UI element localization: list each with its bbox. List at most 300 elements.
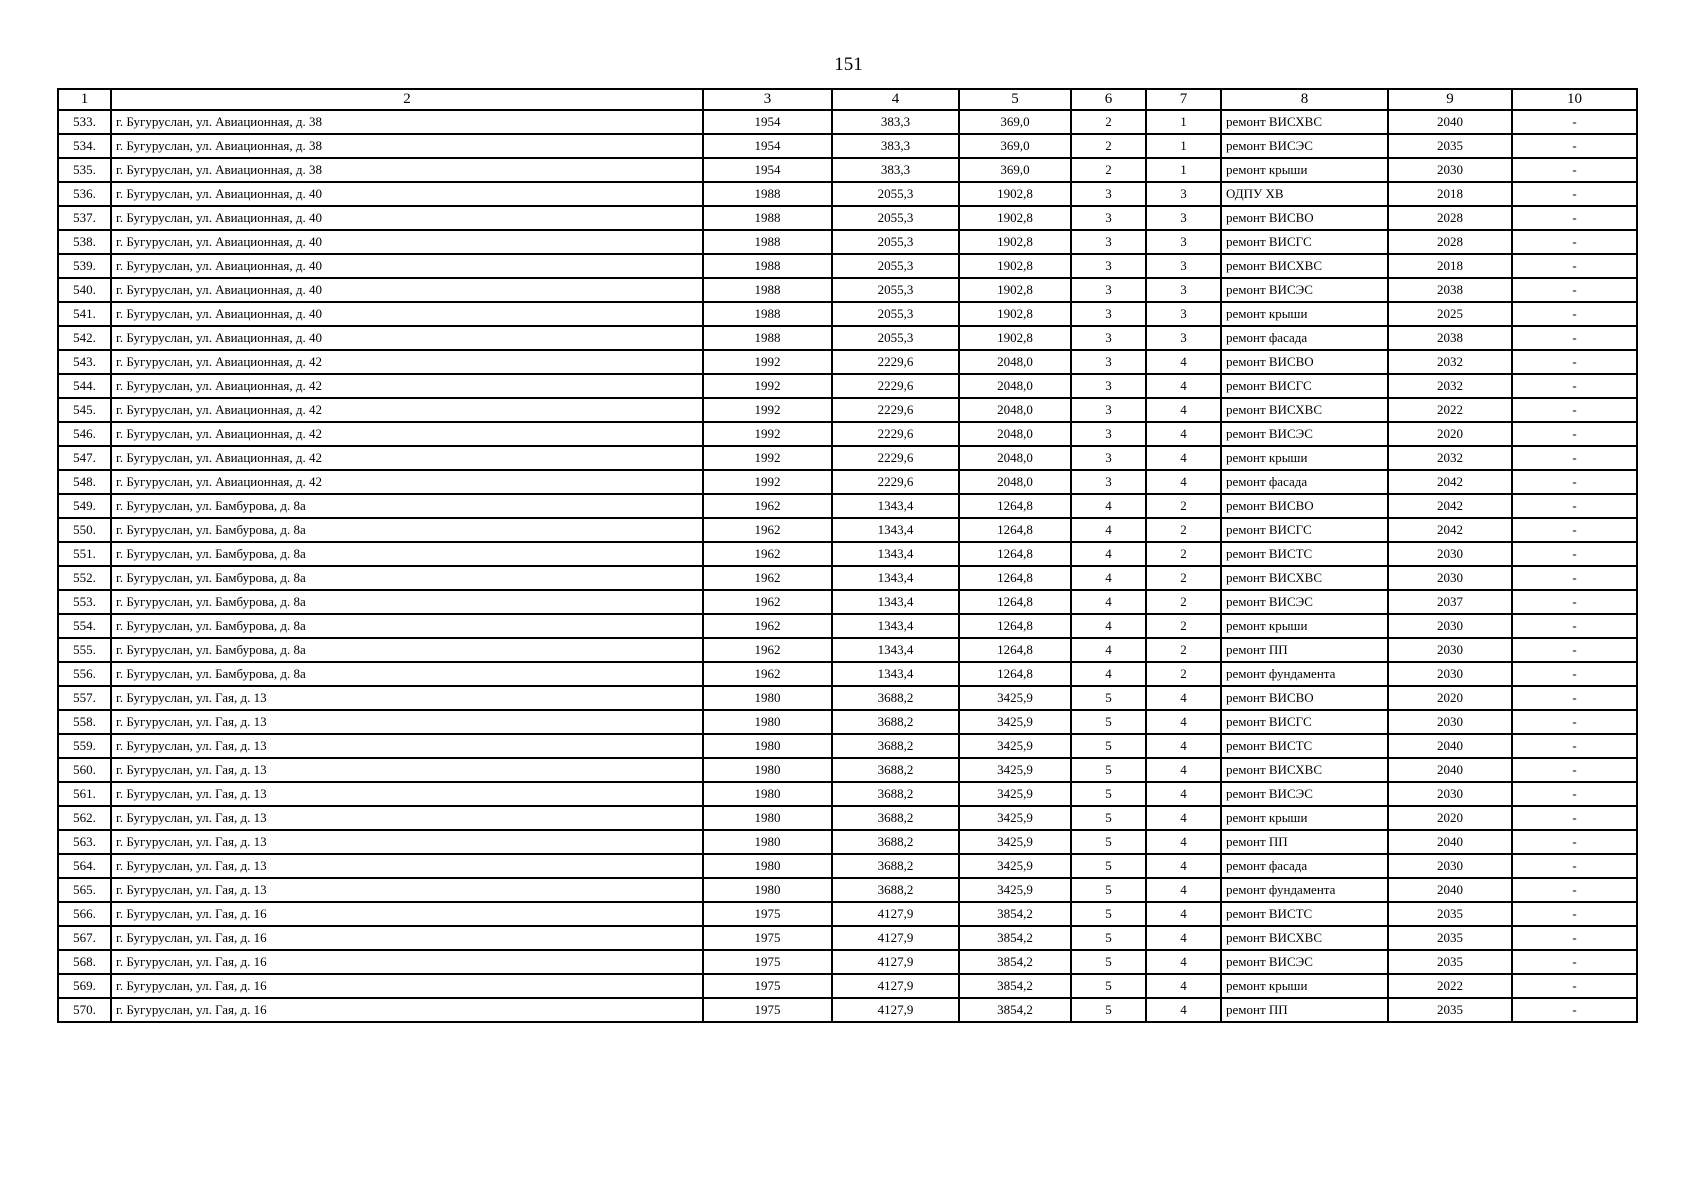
note-cell: - [1512, 638, 1637, 662]
living-area-cell: 369,0 [959, 110, 1071, 134]
address-cell: г. Бугуруслан, ул. Авиационная, д. 38 [111, 110, 703, 134]
living-area-cell: 2048,0 [959, 470, 1071, 494]
entrances-cell: 1 [1146, 158, 1221, 182]
entrances-cell: 2 [1146, 542, 1221, 566]
planned-year-cell: 2030 [1388, 542, 1512, 566]
total-area-cell: 2055,3 [832, 326, 959, 350]
work-type-cell: ремонт ВИСГС [1221, 374, 1388, 398]
year-cell: 1954 [703, 110, 832, 134]
work-type-cell: ремонт ВИСХВС [1221, 398, 1388, 422]
table-row [58, 830, 1637, 854]
floors-cell: 5 [1071, 734, 1146, 758]
living-area-cell: 1902,8 [959, 302, 1071, 326]
row-number-cell: 556. [58, 662, 111, 686]
entrances-cell: 4 [1146, 950, 1221, 974]
address-cell: г. Бугуруслан, ул. Бамбурова, д. 8а [111, 494, 703, 518]
planned-year-cell: 2035 [1388, 950, 1512, 974]
row-number-cell: 540. [58, 278, 111, 302]
row-number-cell: 558. [58, 710, 111, 734]
planned-year-cell: 2022 [1388, 398, 1512, 422]
floors-cell: 5 [1071, 998, 1146, 1022]
work-type-cell: ремонт ВИСГС [1221, 518, 1388, 542]
entrances-cell: 2 [1146, 662, 1221, 686]
entrances-cell: 4 [1146, 830, 1221, 854]
address-cell: г. Бугуруслан, ул. Бамбурова, д. 8а [111, 614, 703, 638]
planned-year-cell: 2042 [1388, 494, 1512, 518]
row-number-cell: 547. [58, 446, 111, 470]
row-number-cell: 536. [58, 182, 111, 206]
total-area-cell: 2055,3 [832, 182, 959, 206]
living-area-cell: 3854,2 [959, 974, 1071, 998]
living-area-cell: 369,0 [959, 158, 1071, 182]
year-cell: 1988 [703, 182, 832, 206]
table-row [58, 470, 1637, 494]
repair-program-table [57, 88, 1638, 1023]
address-cell: г. Бугуруслан, ул. Гая, д. 13 [111, 782, 703, 806]
total-area-cell: 1343,4 [832, 518, 959, 542]
floors-cell: 5 [1071, 878, 1146, 902]
floors-cell: 5 [1071, 758, 1146, 782]
address-cell: г. Бугуруслан, ул. Бамбурова, д. 8а [111, 590, 703, 614]
row-number-cell: 541. [58, 302, 111, 326]
work-type-cell: ремонт крыши [1221, 158, 1388, 182]
planned-year-cell: 2032 [1388, 350, 1512, 374]
total-area-cell: 2055,3 [832, 230, 959, 254]
total-area-cell: 2055,3 [832, 254, 959, 278]
total-area-cell: 2055,3 [832, 206, 959, 230]
note-cell: - [1512, 278, 1637, 302]
note-cell: - [1512, 566, 1637, 590]
entrances-cell: 3 [1146, 278, 1221, 302]
living-area-cell: 1902,8 [959, 230, 1071, 254]
work-type-cell: ремонт ВИСТС [1221, 542, 1388, 566]
total-area-cell: 2229,6 [832, 470, 959, 494]
total-area-cell: 1343,4 [832, 590, 959, 614]
address-cell: г. Бугуруслан, ул. Авиационная, д. 42 [111, 470, 703, 494]
entrances-cell: 4 [1146, 470, 1221, 494]
year-cell: 1988 [703, 326, 832, 350]
address-cell: г. Бугуруслан, ул. Гая, д. 16 [111, 998, 703, 1022]
living-area-cell: 3854,2 [959, 902, 1071, 926]
row-number-cell: 560. [58, 758, 111, 782]
entrances-cell: 2 [1146, 590, 1221, 614]
note-cell: - [1512, 926, 1637, 950]
note-cell: - [1512, 806, 1637, 830]
floors-cell: 5 [1071, 686, 1146, 710]
work-type-cell: ремонт ВИСВО [1221, 686, 1388, 710]
living-area-cell: 1902,8 [959, 326, 1071, 350]
floors-cell: 4 [1071, 590, 1146, 614]
year-cell: 1992 [703, 398, 832, 422]
address-cell: г. Бугуруслан, ул. Авиационная, д. 38 [111, 134, 703, 158]
work-type-cell: ремонт ВИСХВС [1221, 926, 1388, 950]
floors-cell: 4 [1071, 614, 1146, 638]
floors-cell: 4 [1071, 566, 1146, 590]
work-type-cell: ремонт ВИСЭС [1221, 278, 1388, 302]
total-area-cell: 2055,3 [832, 302, 959, 326]
work-type-cell: ремонт ПП [1221, 638, 1388, 662]
total-area-cell: 383,3 [832, 134, 959, 158]
work-type-cell: ремонт ВИСХВС [1221, 254, 1388, 278]
address-cell: г. Бугуруслан, ул. Гая, д. 13 [111, 686, 703, 710]
note-cell: - [1512, 398, 1637, 422]
work-type-cell: ремонт ПП [1221, 830, 1388, 854]
work-type-cell: ремонт ВИСТС [1221, 734, 1388, 758]
note-cell: - [1512, 302, 1637, 326]
address-cell: г. Бугуруслан, ул. Гая, д. 13 [111, 734, 703, 758]
table-row [58, 374, 1637, 398]
note-cell: - [1512, 254, 1637, 278]
table-row [58, 782, 1637, 806]
living-area-cell: 2048,0 [959, 350, 1071, 374]
table-row [58, 926, 1637, 950]
row-number-cell: 559. [58, 734, 111, 758]
living-area-cell: 1902,8 [959, 182, 1071, 206]
header-cell: 7 [1146, 89, 1221, 110]
living-area-cell: 3425,9 [959, 830, 1071, 854]
table-row [58, 494, 1637, 518]
row-number-cell: 542. [58, 326, 111, 350]
address-cell: г. Бугуруслан, ул. Гая, д. 16 [111, 950, 703, 974]
living-area-cell: 3854,2 [959, 998, 1071, 1022]
address-cell: г. Бугуруслан, ул. Гая, д. 16 [111, 926, 703, 950]
total-area-cell: 2229,6 [832, 350, 959, 374]
total-area-cell: 2229,6 [832, 374, 959, 398]
work-type-cell: ремонт крыши [1221, 974, 1388, 998]
entrances-cell: 4 [1146, 998, 1221, 1022]
total-area-cell: 2229,6 [832, 446, 959, 470]
note-cell: - [1512, 782, 1637, 806]
floors-cell: 3 [1071, 278, 1146, 302]
work-type-cell: ремонт крыши [1221, 806, 1388, 830]
table-row [58, 518, 1637, 542]
entrances-cell: 4 [1146, 878, 1221, 902]
year-cell: 1962 [703, 542, 832, 566]
floors-cell: 3 [1071, 326, 1146, 350]
planned-year-cell: 2030 [1388, 662, 1512, 686]
floors-cell: 2 [1071, 134, 1146, 158]
header-row [58, 89, 1637, 110]
floors-cell: 2 [1071, 110, 1146, 134]
row-number-cell: 544. [58, 374, 111, 398]
year-cell: 1962 [703, 614, 832, 638]
floors-cell: 5 [1071, 806, 1146, 830]
note-cell: - [1512, 230, 1637, 254]
total-area-cell: 4127,9 [832, 902, 959, 926]
entrances-cell: 4 [1146, 422, 1221, 446]
note-cell: - [1512, 542, 1637, 566]
entrances-cell: 2 [1146, 494, 1221, 518]
floors-cell: 3 [1071, 230, 1146, 254]
note-cell: - [1512, 590, 1637, 614]
living-area-cell: 1264,8 [959, 614, 1071, 638]
planned-year-cell: 2030 [1388, 854, 1512, 878]
total-area-cell: 1343,4 [832, 614, 959, 638]
total-area-cell: 3688,2 [832, 878, 959, 902]
note-cell: - [1512, 158, 1637, 182]
planned-year-cell: 2020 [1388, 686, 1512, 710]
year-cell: 1980 [703, 734, 832, 758]
year-cell: 1975 [703, 926, 832, 950]
entrances-cell: 1 [1146, 110, 1221, 134]
total-area-cell: 2055,3 [832, 278, 959, 302]
planned-year-cell: 2038 [1388, 326, 1512, 350]
entrances-cell: 4 [1146, 902, 1221, 926]
year-cell: 1980 [703, 806, 832, 830]
planned-year-cell: 2030 [1388, 710, 1512, 734]
address-cell: г. Бугуруслан, ул. Авиационная, д. 40 [111, 182, 703, 206]
note-cell: - [1512, 134, 1637, 158]
work-type-cell: ремонт ВИСВО [1221, 350, 1388, 374]
table-row [58, 254, 1637, 278]
planned-year-cell: 2030 [1388, 782, 1512, 806]
living-area-cell: 2048,0 [959, 398, 1071, 422]
note-cell: - [1512, 854, 1637, 878]
total-area-cell: 2229,6 [832, 398, 959, 422]
planned-year-cell: 2025 [1388, 302, 1512, 326]
table-row [58, 110, 1637, 134]
year-cell: 1962 [703, 566, 832, 590]
address-cell: г. Бугуруслан, ул. Бамбурова, д. 8а [111, 518, 703, 542]
planned-year-cell: 2022 [1388, 974, 1512, 998]
floors-cell: 3 [1071, 206, 1146, 230]
entrances-cell: 2 [1146, 614, 1221, 638]
work-type-cell: ремонт фасада [1221, 470, 1388, 494]
table-row [58, 422, 1637, 446]
row-number-cell: 564. [58, 854, 111, 878]
table-row [58, 158, 1637, 182]
planned-year-cell: 2042 [1388, 518, 1512, 542]
entrances-cell: 4 [1146, 446, 1221, 470]
table-row [58, 686, 1637, 710]
year-cell: 1975 [703, 950, 832, 974]
entrances-cell: 4 [1146, 926, 1221, 950]
year-cell: 1954 [703, 134, 832, 158]
floors-cell: 5 [1071, 830, 1146, 854]
table-row [58, 998, 1637, 1022]
year-cell: 1992 [703, 446, 832, 470]
row-number-cell: 551. [58, 542, 111, 566]
address-cell: г. Бугуруслан, ул. Авиационная, д. 40 [111, 254, 703, 278]
work-type-cell: ремонт ВИСВО [1221, 494, 1388, 518]
year-cell: 1975 [703, 998, 832, 1022]
year-cell: 1975 [703, 974, 832, 998]
row-number-cell: 546. [58, 422, 111, 446]
work-type-cell: ремонт ВИСЭС [1221, 590, 1388, 614]
work-type-cell: ОДПУ ХВ [1221, 182, 1388, 206]
planned-year-cell: 2030 [1388, 566, 1512, 590]
planned-year-cell: 2040 [1388, 734, 1512, 758]
address-cell: г. Бугуруслан, ул. Авиационная, д. 40 [111, 302, 703, 326]
total-area-cell: 3688,2 [832, 830, 959, 854]
living-area-cell: 2048,0 [959, 446, 1071, 470]
planned-year-cell: 2020 [1388, 422, 1512, 446]
living-area-cell: 1902,8 [959, 278, 1071, 302]
header-cell: 10 [1512, 89, 1637, 110]
table-row [58, 878, 1637, 902]
work-type-cell: ремонт ВИСЭС [1221, 950, 1388, 974]
address-cell: г. Бугуруслан, ул. Авиационная, д. 42 [111, 422, 703, 446]
planned-year-cell: 2035 [1388, 902, 1512, 926]
year-cell: 1980 [703, 758, 832, 782]
year-cell: 1992 [703, 350, 832, 374]
note-cell: - [1512, 518, 1637, 542]
total-area-cell: 4127,9 [832, 998, 959, 1022]
floors-cell: 5 [1071, 710, 1146, 734]
entrances-cell: 4 [1146, 806, 1221, 830]
address-cell: г. Бугуруслан, ул. Бамбурова, д. 8а [111, 662, 703, 686]
entrances-cell: 2 [1146, 566, 1221, 590]
planned-year-cell: 2037 [1388, 590, 1512, 614]
entrances-cell: 4 [1146, 782, 1221, 806]
table-row [58, 326, 1637, 350]
note-cell: - [1512, 758, 1637, 782]
planned-year-cell: 2032 [1388, 446, 1512, 470]
work-type-cell: ремонт фундамента [1221, 878, 1388, 902]
address-cell: г. Бугуруслан, ул. Авиационная, д. 42 [111, 398, 703, 422]
year-cell: 1980 [703, 710, 832, 734]
living-area-cell: 3425,9 [959, 710, 1071, 734]
year-cell: 1962 [703, 638, 832, 662]
row-number-cell: 557. [58, 686, 111, 710]
note-cell: - [1512, 710, 1637, 734]
table-row [58, 734, 1637, 758]
total-area-cell: 383,3 [832, 110, 959, 134]
row-number-cell: 549. [58, 494, 111, 518]
row-number-cell: 554. [58, 614, 111, 638]
work-type-cell: ремонт ВИСЭС [1221, 134, 1388, 158]
year-cell: 1962 [703, 518, 832, 542]
total-area-cell: 1343,4 [832, 542, 959, 566]
floors-cell: 2 [1071, 158, 1146, 182]
note-cell: - [1512, 494, 1637, 518]
total-area-cell: 1343,4 [832, 566, 959, 590]
year-cell: 1975 [703, 902, 832, 926]
planned-year-cell: 2040 [1388, 878, 1512, 902]
year-cell: 1988 [703, 230, 832, 254]
row-number-cell: 548. [58, 470, 111, 494]
address-cell: г. Бугуруслан, ул. Авиационная, д. 38 [111, 158, 703, 182]
row-number-cell: 563. [58, 830, 111, 854]
page-number: 151 [834, 54, 863, 75]
row-number-cell: 568. [58, 950, 111, 974]
work-type-cell: ремонт ВИСЭС [1221, 422, 1388, 446]
living-area-cell: 3425,9 [959, 854, 1071, 878]
year-cell: 1988 [703, 278, 832, 302]
table-row [58, 566, 1637, 590]
total-area-cell: 3688,2 [832, 710, 959, 734]
year-cell: 1980 [703, 878, 832, 902]
address-cell: г. Бугуруслан, ул. Бамбурова, д. 8а [111, 638, 703, 662]
header-cell: 5 [959, 89, 1071, 110]
table-row [58, 542, 1637, 566]
work-type-cell: ремонт ВИСГС [1221, 710, 1388, 734]
living-area-cell: 1264,8 [959, 518, 1071, 542]
planned-year-cell: 2030 [1388, 158, 1512, 182]
table-row [58, 350, 1637, 374]
note-cell: - [1512, 470, 1637, 494]
planned-year-cell: 2032 [1388, 374, 1512, 398]
note-cell: - [1512, 902, 1637, 926]
table-row [58, 638, 1637, 662]
living-area-cell: 1264,8 [959, 590, 1071, 614]
year-cell: 1954 [703, 158, 832, 182]
note-cell: - [1512, 734, 1637, 758]
planned-year-cell: 2040 [1388, 758, 1512, 782]
living-area-cell: 2048,0 [959, 374, 1071, 398]
living-area-cell: 3425,9 [959, 806, 1071, 830]
work-type-cell: ремонт ВИСВО [1221, 206, 1388, 230]
header-cell: 2 [111, 89, 703, 110]
table-row [58, 902, 1637, 926]
total-area-cell: 3688,2 [832, 806, 959, 830]
table-row [58, 854, 1637, 878]
year-cell: 1980 [703, 686, 832, 710]
year-cell: 1980 [703, 854, 832, 878]
entrances-cell: 3 [1146, 254, 1221, 278]
table-row [58, 182, 1637, 206]
table-row [58, 134, 1637, 158]
work-type-cell: ремонт фундамента [1221, 662, 1388, 686]
total-area-cell: 3688,2 [832, 734, 959, 758]
living-area-cell: 1902,8 [959, 254, 1071, 278]
floors-cell: 5 [1071, 974, 1146, 998]
total-area-cell: 3688,2 [832, 854, 959, 878]
table-row [58, 278, 1637, 302]
floors-cell: 4 [1071, 494, 1146, 518]
total-area-cell: 3688,2 [832, 782, 959, 806]
floors-cell: 3 [1071, 374, 1146, 398]
year-cell: 1988 [703, 254, 832, 278]
note-cell: - [1512, 998, 1637, 1022]
header-cell: 1 [58, 89, 111, 110]
work-type-cell: ремонт ВИСТС [1221, 902, 1388, 926]
planned-year-cell: 2018 [1388, 254, 1512, 278]
address-cell: г. Бугуруслан, ул. Авиационная, д. 42 [111, 446, 703, 470]
living-area-cell: 2048,0 [959, 422, 1071, 446]
living-area-cell: 3854,2 [959, 926, 1071, 950]
note-cell: - [1512, 662, 1637, 686]
planned-year-cell: 2040 [1388, 110, 1512, 134]
total-area-cell: 4127,9 [832, 950, 959, 974]
floors-cell: 4 [1071, 662, 1146, 686]
address-cell: г. Бугуруслан, ул. Авиационная, д. 40 [111, 206, 703, 230]
address-cell: г. Бугуруслан, ул. Гая, д. 16 [111, 902, 703, 926]
work-type-cell: ремонт крыши [1221, 614, 1388, 638]
planned-year-cell: 2038 [1388, 278, 1512, 302]
floors-cell: 4 [1071, 638, 1146, 662]
planned-year-cell: 2035 [1388, 998, 1512, 1022]
header-cell: 9 [1388, 89, 1512, 110]
address-cell: г. Бугуруслан, ул. Бамбурова, д. 8а [111, 542, 703, 566]
total-area-cell: 2229,6 [832, 422, 959, 446]
year-cell: 1992 [703, 470, 832, 494]
planned-year-cell: 2035 [1388, 926, 1512, 950]
floors-cell: 3 [1071, 254, 1146, 278]
entrances-cell: 3 [1146, 302, 1221, 326]
total-area-cell: 383,3 [832, 158, 959, 182]
planned-year-cell: 2028 [1388, 206, 1512, 230]
address-cell: г. Бугуруслан, ул. Авиационная, д. 40 [111, 326, 703, 350]
entrances-cell: 4 [1146, 734, 1221, 758]
row-number-cell: 553. [58, 590, 111, 614]
work-type-cell: ремонт ВИСЭС [1221, 782, 1388, 806]
row-number-cell: 567. [58, 926, 111, 950]
table-row [58, 230, 1637, 254]
entrances-cell: 3 [1146, 182, 1221, 206]
total-area-cell: 1343,4 [832, 662, 959, 686]
floors-cell: 3 [1071, 422, 1146, 446]
